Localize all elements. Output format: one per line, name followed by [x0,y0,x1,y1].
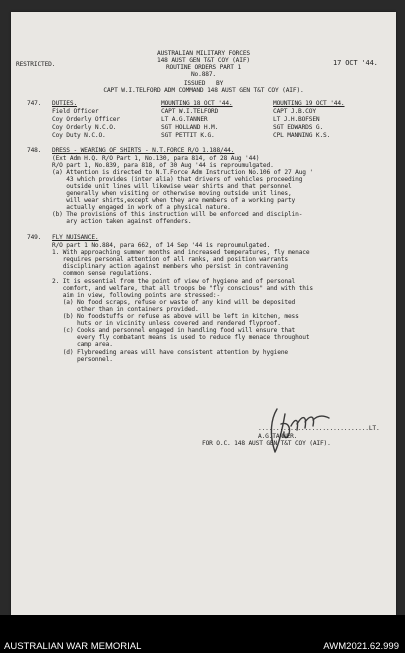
duty-name: Coy Duty N.C.O. [52,132,106,139]
duty-officer-b: SGT EDWARDS G. [273,124,324,131]
item-749-line: every fly combatant means is used to reduce fly menace throughout [52,334,310,341]
duty-officer-b: LT J.H.BOFSEN [273,116,320,123]
duty-officer-a: LT A.G.TANNER [161,116,208,123]
item-749-line: disciplinary action against members who persist in contravening [52,263,288,270]
footer-bar [0,615,405,653]
item-749-line: (a) No food scraps, refuse or waste of any kind will be deposited [52,299,296,306]
item-748-line: outside unit lines will likewise wear shirts and that personnel [52,183,292,190]
duty-officer-a: SGT PETTIT K.G. [161,132,215,139]
item-747-number: 747. [27,100,42,107]
item-748-line: (a) Attention is directed to N.T.Force Adm Instruction No.106 of 27 Aug ' [52,169,313,176]
item-748-line: will wear shirts,except when they are members of a working party [52,197,296,204]
item-749-line: (c) Cooks and personnel engaged in handling food will ensure that [52,327,296,334]
item-749-line: comfort, and welfare, that all troops be "fly conscious" and with this [52,285,313,292]
footer-accession-number: AWM2021.62.999 [323,641,399,652]
item-749-line: (d) Flybreeding areas will have consistent attention by hygiene [52,349,288,356]
duty-officer-b: CAPT J.B.COY [273,108,316,115]
header-line-3: ROUTINE ORDERS PART 1 [165,64,242,71]
duty-name: Field Officer [52,108,99,115]
duty-name: Coy Orderly Officer [52,116,120,123]
item-749-line: R/O part 1 No.884, para 662, of 14 Sep '44 is reproumulgated. [52,242,271,249]
item-747-title: DUTIES. [52,100,78,107]
duties-col1-head: MOUNTING 18 OCT '44. [161,100,233,107]
signatory-name: A.G.TANNER. [258,433,298,440]
duty-officer-a: CAPT W.I.TELFORD [161,108,219,115]
item-749-number: 749. [27,234,42,241]
item-748-line: (b) The provisions of this instruction will be enforced and disciplin- [52,211,303,218]
header-line-6: CAPT W.I.TELFORD ADM COMMAND 148 AUST GEN T&T COY (AIF). [103,87,304,94]
item-748-line: (Ext Adm H.Q. R/O Part 1, No.130, para 814, of 28 Aug '44) [52,155,260,162]
item-748-line: R/O part 1, No.839, para 818, of 30 Aug '44 is reproumulgated. [52,162,274,169]
signature-line: ...............................LT. [258,425,380,432]
item-749-line: 2. It is essential from the point of view of hygiene and of personal [52,278,296,285]
document-date: 17 OCT '44. [333,59,378,67]
item-749-line: personnel. [52,356,113,363]
item-749-line: huts or in vicinity unless covered and rendered flyproof. [52,320,281,327]
signatory-unit: FOR O.C. 148 AUST GEN T&T COY (AIF). [202,440,331,447]
restricted-label: RESTRICTED. [16,61,56,68]
item-749-line: aim in view, following points are stressed:- [52,292,221,299]
item-749-line: requires personal attention of all ranks, and position warrants [52,256,288,263]
item-749-line: camp area. [52,341,113,348]
item-749-line: other than in containers provided. [52,306,199,313]
item-748-line: ary action taken against offenders. [52,218,192,225]
header-line-4: No.887. [190,71,217,78]
item-749-line: 1. With approaching summer months and increased temperatures, fly menace [52,249,310,256]
document-page [11,12,396,615]
header-line-2: 148 AUST GEN T&T COY (AIF) [157,57,250,64]
item-748-line: generally when visiting or otherwise moving outside unit lines, [52,190,292,197]
duty-officer-a: SGT HOLLAND H.M. [161,124,219,131]
footer-institution: AUSTRALIAN WAR MEMORIAL [4,641,142,652]
item-748-line: actually engaged in work of a physical nature. [52,204,231,211]
duties-col2-head: MOUNTING 19 OCT '44. [273,100,345,107]
item-748-line: 43 which provides (inter alia) that drivers of vehicles proceeding [52,176,303,183]
item-749-title: FLY NUISANCE. [52,234,99,241]
header-line-1: AUSTRALIAN MILITARY FORCES [157,50,250,57]
item-748-title: DRESS - WEARING OF SHIRTS - N.T.FORCE R/O 1.188/44. [52,147,235,154]
item-749-line: (b) No foodstuffs or refuse as above will be left in kitchen, mess [52,313,299,320]
duty-name: Coy Orderly N.C.O. [52,124,117,131]
item-749-line: common sense regulations. [52,270,153,277]
item-748-number: 748. [27,147,42,154]
header-line-5: ISSUED BY [183,80,224,87]
duty-officer-b: CPL MANNING K.S. [273,132,331,139]
